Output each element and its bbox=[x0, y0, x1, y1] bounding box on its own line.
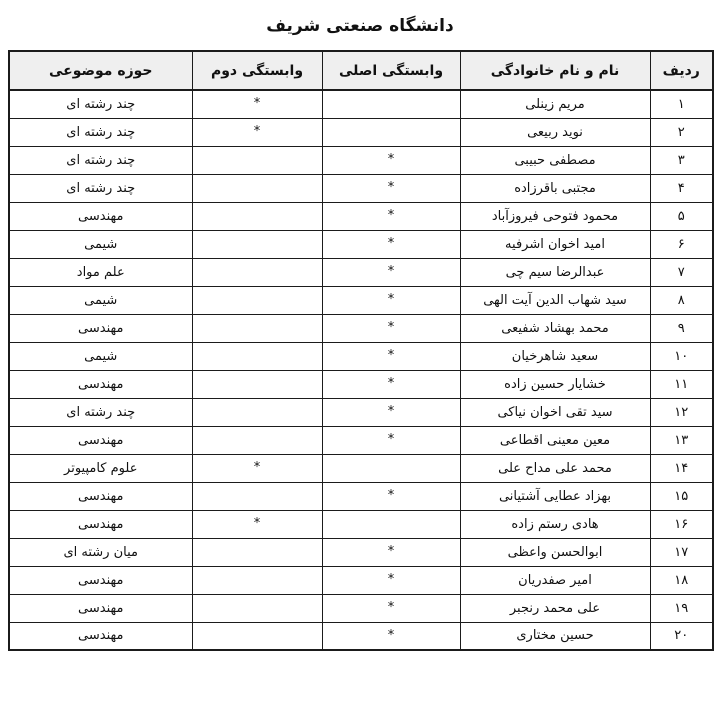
table-header-row bbox=[9, 51, 713, 90]
subject-area-cell: مهندسی bbox=[9, 314, 192, 342]
primary-affiliation-cell: * bbox=[322, 286, 460, 314]
subject-area-cell: شیمی bbox=[9, 342, 192, 370]
secondary-affiliation-cell bbox=[192, 426, 322, 454]
row-number-cell: ۱۲ bbox=[650, 398, 713, 426]
subject-area-cell: شیمی bbox=[9, 286, 192, 314]
secondary-affiliation-cell bbox=[192, 258, 322, 286]
page-title: دانشگاه صنعتی شریف bbox=[266, 16, 454, 36]
row-number-cell: ۶ bbox=[650, 230, 713, 258]
secondary-affiliation-cell bbox=[192, 230, 322, 258]
primary-affiliation-cell: * bbox=[322, 258, 460, 286]
full-name-cell: سعید شاهرخیان bbox=[460, 342, 650, 370]
row-number-cell: ۱۱ bbox=[650, 370, 713, 398]
secondary-affiliation-cell bbox=[192, 146, 322, 174]
primary-affiliation-cell: * bbox=[322, 342, 460, 370]
subject-area-cell: چند رشته ای bbox=[9, 146, 192, 174]
table-row bbox=[9, 118, 713, 146]
full-name-cell: محمد بهشاد شفیعی bbox=[460, 314, 650, 342]
primary-affiliation-cell: * bbox=[322, 314, 460, 342]
secondary-affiliation-cell: * bbox=[192, 454, 322, 482]
full-name-cell: معین معینی اقطاعی bbox=[460, 426, 650, 454]
primary-affiliation-cell bbox=[322, 510, 460, 538]
table-row bbox=[9, 286, 713, 314]
table-row bbox=[9, 510, 713, 538]
table-row bbox=[9, 622, 713, 650]
row-number-cell: ۷ bbox=[650, 258, 713, 286]
row-number-cell: ۱۸ bbox=[650, 566, 713, 594]
full-name-cell: عبدالرضا سیم چی bbox=[460, 258, 650, 286]
row-number-cell: ۱۷ bbox=[650, 538, 713, 566]
table-row bbox=[9, 538, 713, 566]
row-number-cell: ۱۰ bbox=[650, 342, 713, 370]
primary-affiliation-cell: * bbox=[322, 174, 460, 202]
full-name-cell: هادی رستم زاده bbox=[460, 510, 650, 538]
secondary-affiliation-cell bbox=[192, 370, 322, 398]
table-row bbox=[9, 174, 713, 202]
subject-area-cell: مهندسی bbox=[9, 370, 192, 398]
subject-area-cell: مهندسی bbox=[9, 426, 192, 454]
subject-area-cell: علوم کامپیوتر bbox=[9, 454, 192, 482]
primary-affiliation-cell: * bbox=[322, 594, 460, 622]
table-row bbox=[9, 566, 713, 594]
header-row-number: ردیف bbox=[650, 51, 713, 90]
primary-affiliation-cell: * bbox=[322, 370, 460, 398]
row-number-cell: ۱۳ bbox=[650, 426, 713, 454]
table-row bbox=[9, 454, 713, 482]
full-name-cell: سید شهاب الدین آیت الهی bbox=[460, 286, 650, 314]
table-body bbox=[9, 90, 713, 650]
secondary-affiliation-cell bbox=[192, 398, 322, 426]
primary-affiliation-cell: * bbox=[322, 230, 460, 258]
header-full-name: نام و نام خانوادگی bbox=[460, 51, 650, 90]
subject-area-cell: مهندسی bbox=[9, 510, 192, 538]
subject-area-cell: مهندسی bbox=[9, 202, 192, 230]
full-name-cell: سید تقی اخوان نیاکی bbox=[460, 398, 650, 426]
secondary-affiliation-cell: * bbox=[192, 90, 322, 118]
full-name-cell: نوید ربیعی bbox=[460, 118, 650, 146]
table-row bbox=[9, 594, 713, 622]
row-number-cell: ۴ bbox=[650, 174, 713, 202]
table-row bbox=[9, 90, 713, 118]
secondary-affiliation-cell bbox=[192, 622, 322, 650]
subject-area-cell: علم مواد bbox=[9, 258, 192, 286]
primary-affiliation-cell: * bbox=[322, 482, 460, 510]
secondary-affiliation-cell bbox=[192, 286, 322, 314]
row-number-cell: ۵ bbox=[650, 202, 713, 230]
table-row bbox=[9, 146, 713, 174]
primary-affiliation-cell bbox=[322, 118, 460, 146]
row-number-cell: ۲ bbox=[650, 118, 713, 146]
full-name-cell: علی محمد رنجبر bbox=[460, 594, 650, 622]
primary-affiliation-cell: * bbox=[322, 146, 460, 174]
secondary-affiliation-cell bbox=[192, 538, 322, 566]
header-subject-area: حوزه موضوعی bbox=[9, 51, 192, 90]
full-name-cell: مصطفی حبیبی bbox=[460, 146, 650, 174]
table-row bbox=[9, 342, 713, 370]
row-number-cell: ۱۵ bbox=[650, 482, 713, 510]
primary-affiliation-cell: * bbox=[322, 566, 460, 594]
secondary-affiliation-cell bbox=[192, 202, 322, 230]
secondary-affiliation-cell: * bbox=[192, 510, 322, 538]
table-row bbox=[9, 370, 713, 398]
table-row bbox=[9, 398, 713, 426]
secondary-affiliation-cell bbox=[192, 594, 322, 622]
subject-area-cell: چند رشته ای bbox=[9, 174, 192, 202]
table-row bbox=[9, 314, 713, 342]
full-name-cell: مجتبی باقرزاده bbox=[460, 174, 650, 202]
table-row bbox=[9, 202, 713, 230]
full-name-cell: امید اخوان اشرفیه bbox=[460, 230, 650, 258]
row-number-cell: ۱ bbox=[650, 90, 713, 118]
row-number-cell: ۱۹ bbox=[650, 594, 713, 622]
primary-affiliation-cell: * bbox=[322, 202, 460, 230]
full-name-cell: ابوالحسن واعظی bbox=[460, 538, 650, 566]
subject-area-cell: مهندسی bbox=[9, 566, 192, 594]
full-name-cell: امیر صفدریان bbox=[460, 566, 650, 594]
primary-affiliation-cell: * bbox=[322, 622, 460, 650]
secondary-affiliation-cell bbox=[192, 314, 322, 342]
subject-area-cell: میان رشته ای bbox=[9, 538, 192, 566]
subject-area-cell: مهندسی bbox=[9, 482, 192, 510]
row-number-cell: ۲۰ bbox=[650, 622, 713, 650]
secondary-affiliation-cell bbox=[192, 566, 322, 594]
primary-affiliation-cell bbox=[322, 90, 460, 118]
row-number-cell: ۸ bbox=[650, 286, 713, 314]
row-number-cell: ۹ bbox=[650, 314, 713, 342]
primary-affiliation-cell: * bbox=[322, 426, 460, 454]
table-row bbox=[9, 482, 713, 510]
secondary-affiliation-cell: * bbox=[192, 118, 322, 146]
faculty-table bbox=[8, 50, 714, 651]
primary-affiliation-cell bbox=[322, 454, 460, 482]
subject-area-cell: چند رشته ای bbox=[9, 398, 192, 426]
table-row bbox=[9, 258, 713, 286]
row-number-cell: ۱۶ bbox=[650, 510, 713, 538]
row-number-cell: ۱۴ bbox=[650, 454, 713, 482]
row-number-cell: ۳ bbox=[650, 146, 713, 174]
subject-area-cell: چند رشته ای bbox=[9, 90, 192, 118]
secondary-affiliation-cell bbox=[192, 174, 322, 202]
table-row bbox=[9, 426, 713, 454]
secondary-affiliation-cell bbox=[192, 342, 322, 370]
full-name-cell: حسین مختاری bbox=[460, 622, 650, 650]
header-secondary-affiliation: وابستگی دوم bbox=[192, 51, 322, 90]
full-name-cell: خشایار حسین زاده bbox=[460, 370, 650, 398]
full-name-cell: مریم زینلی bbox=[460, 90, 650, 118]
secondary-affiliation-cell bbox=[192, 482, 322, 510]
full-name-cell: محمد علی مداح علی bbox=[460, 454, 650, 482]
subject-area-cell: شیمی bbox=[9, 230, 192, 258]
table-row bbox=[9, 230, 713, 258]
primary-affiliation-cell: * bbox=[322, 538, 460, 566]
header-primary-affiliation: وابستگی اصلی bbox=[322, 51, 460, 90]
subject-area-cell: مهندسی bbox=[9, 594, 192, 622]
subject-area-cell: چند رشته ای bbox=[9, 118, 192, 146]
primary-affiliation-cell: * bbox=[322, 398, 460, 426]
full-name-cell: بهزاد عطایی آشتیانی bbox=[460, 482, 650, 510]
full-name-cell: محمود فتوحی فیروزآباد bbox=[460, 202, 650, 230]
subject-area-cell: مهندسی bbox=[9, 622, 192, 650]
